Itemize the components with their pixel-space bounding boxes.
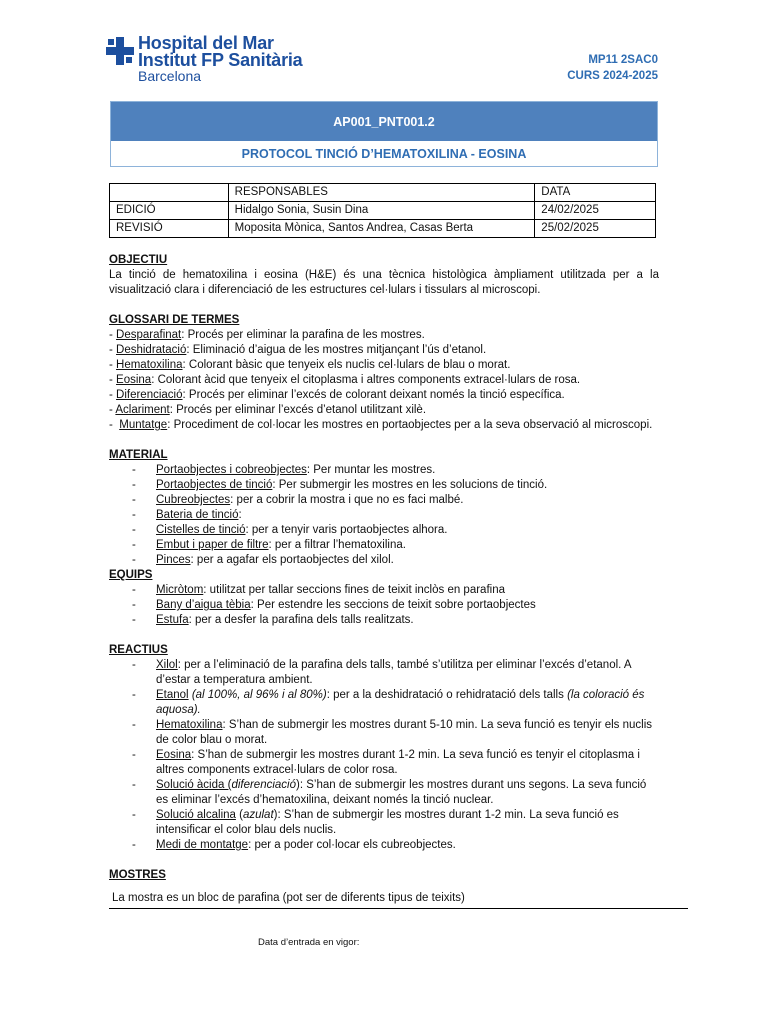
list-item: - Portaobjectes i cobreobjectes: Per muntar les mostres. xyxy=(109,463,659,478)
logo-name-line2: Institut FP Sanitària xyxy=(138,50,303,70)
table-row xyxy=(110,220,656,238)
list-item: - Pinces: per a agafar els portaobjectes del xilol. xyxy=(109,553,659,568)
divider xyxy=(109,908,688,909)
equips-list xyxy=(109,583,659,628)
logo-city: Barcelona xyxy=(138,68,202,84)
logo-name-line1: Hospital del Mar xyxy=(138,33,274,53)
section-heading-mostres: MOSTRES xyxy=(109,869,166,881)
section-heading-objectiu: OBJECTIU xyxy=(109,254,168,266)
list-item: - Medi de montatge: per a poder col·locar els cubreobjectes. xyxy=(109,838,659,853)
table-cell: EDICIÓ xyxy=(110,202,229,220)
mostres-text: La mostra es un bloc de parafina (pot ser de diferents tipus de teixits) xyxy=(112,892,465,904)
list-item: - Hematoxilina: S’han de submergir les mostres durant 5-10 min. La seva funció es tenyir els nuclis de color blau o morat. xyxy=(109,718,659,748)
list-item: - Cistelles de tinció: per a tenyir varis portaobjectes alhora. xyxy=(109,523,659,538)
objectiu-text: La tinció de hematoxilina i eosina (H&E) és una tècnica histològica àmpliament utilitzada per a la visualització clara i diferenciació de les estructures cel·lulars i tissulars al microscopi. xyxy=(109,269,659,296)
course-info xyxy=(567,52,658,84)
list-item: - Bateria de tinció: xyxy=(109,508,659,523)
responsables-table xyxy=(109,183,656,238)
section-heading-equips: EQUIPS xyxy=(109,569,153,581)
list-item: - Cubreobjectes: per a cobrir la mostra i que no es faci malbé. xyxy=(109,493,659,508)
list-item: - Deshidratació: Eliminació d’aigua de les mostres mitjançant l’ús d’etanol. xyxy=(109,344,487,356)
glossari-list xyxy=(109,328,659,433)
document-title-box xyxy=(110,101,658,167)
list-item: - Micròtom: utilitzat per tallar seccions fines de teixit inclòs en parafina xyxy=(109,583,659,598)
list-item: - Eosina: Colorant àcid que tenyeix el citoplasma i altres components extracel·lulars de rosa. xyxy=(109,374,581,386)
list-item: - Xilol: per a l’eliminació de la parafina dels talls, també s’utilitza per eliminar l’excés d’etanol. A d’estar a temperatura ambient. xyxy=(109,658,659,688)
section-heading-glossari: GLOSSARI DE TERMES xyxy=(109,314,240,326)
table-cell: 25/02/2025 xyxy=(535,220,656,238)
course-code: MP11 2SAC0 xyxy=(588,54,658,66)
section-heading-material: MATERIAL xyxy=(109,449,168,461)
table-row xyxy=(110,202,656,220)
document-body xyxy=(109,253,659,883)
list-item: - Solució alcalina (azulat): S’han de submergir les mostres durant 1-2 min. La seva funció es intensificar el color blau dels nuclis. xyxy=(109,808,659,838)
table-header-row xyxy=(110,184,656,202)
list-item: - Muntatge: Procediment de col·locar les mostres en portaobjectes per a la seva observació al microscopi. xyxy=(109,419,653,431)
document-code: AP001_PNT001.2 xyxy=(111,102,657,141)
list-item: - Desparafinat: Procés per eliminar la parafina de les mostres. xyxy=(109,329,425,341)
list-item: - Eosina: S’han de submergir les mostres durant 1-2 min. La seva funció es tenyir el citoplasma i altres components extracel·lulars de color rosa. xyxy=(109,748,659,778)
footer-effective-date-label: Data d’entrada en vigor: xyxy=(258,937,360,948)
table-cell: REVISIÓ xyxy=(110,220,229,238)
table-header-cell xyxy=(110,184,229,202)
list-item: - Bany d’aigua tèbia: Per estendre les seccions de teixit sobre portaobjectes xyxy=(109,598,659,613)
section-heading-reactius: REACTIUS xyxy=(109,644,168,656)
document-title: PROTOCOL TINCIÓ D’HEMATOXILINA - EOSINA xyxy=(241,146,527,161)
course-year: CURS 2024-2025 xyxy=(567,70,658,82)
table-cell: 24/02/2025 xyxy=(535,202,656,220)
hospital-cross-icon xyxy=(106,37,134,65)
list-item: - Portaobjectes de tinció: Per submergir les mostres en les solucions de tinció. xyxy=(109,478,659,493)
list-item: - Aclariment: Procés per eliminar l’excés d’etanol utilitzant xilè. xyxy=(109,404,427,416)
reactius-list xyxy=(109,658,659,853)
table-header-cell: DATA xyxy=(535,184,656,202)
list-item: - Embut i paper de filtre: per a filtrar l’hematoxilina. xyxy=(109,538,659,553)
table-cell: Moposita Mònica, Santos Andrea, Casas Berta xyxy=(228,220,535,238)
list-item: - Hematoxilina: Colorant bàsic que tenyeix els nuclis cel·lulars de blau o morat. xyxy=(109,359,511,371)
list-item: - Diferenciació: Procés per eliminar l’excés de colorant deixant només la tinció específica. xyxy=(109,389,565,401)
list-item: - Solució àcida (diferenciació): S’han de submergir les mostres durant uns segons. La seva funció es eliminar l’excés d’hematoxilina, deixant només la tinció nuclear. xyxy=(109,778,659,808)
material-list xyxy=(109,463,659,568)
hospital-logo xyxy=(106,34,326,84)
list-item: - Etanol (al 100%, al 96% i al 80%): per a la deshidratació o rehidratació dels talls (la coloració és aquosa). xyxy=(109,688,659,718)
table-cell: Hidalgo Sonia, Susin Dina xyxy=(228,202,535,220)
list-item: - Estufa: per a desfer la parafina dels talls realitzats. xyxy=(109,613,659,628)
table-header-cell: RESPONSABLES xyxy=(228,184,535,202)
